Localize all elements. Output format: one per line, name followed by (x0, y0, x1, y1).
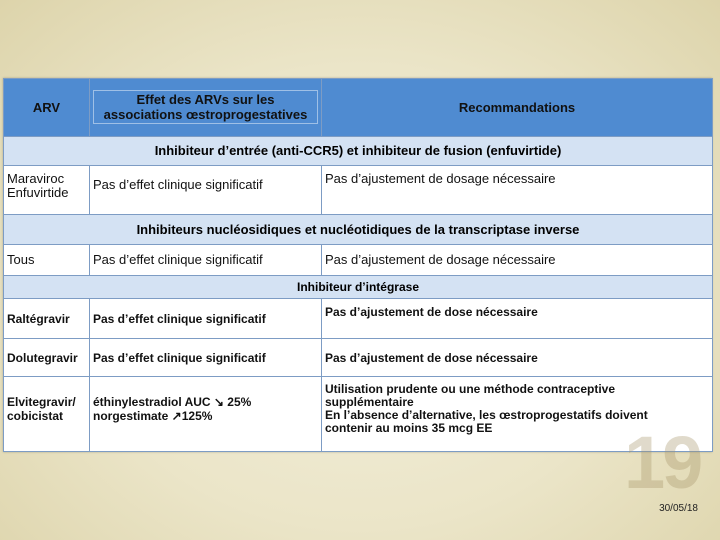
recommendation-text: Pas d’ajustement de dosage nécessaire (325, 251, 556, 267)
arv-name: Tous (7, 251, 35, 267)
section-title-integrase: Inhibiteur d’intégrase (4, 275, 713, 298)
recommendation-text: En l’absence d’alternative, les œstroprogestatifs doivent (325, 407, 648, 422)
slide-number: 19 (624, 421, 701, 504)
effect-text: Pas d’effet clinique significatif (93, 350, 266, 365)
arv-cell (4, 245, 90, 275)
effect-text: Pas d’effet clinique significatif (93, 311, 266, 326)
arv-cell (4, 298, 90, 339)
arv-interaction-table (3, 78, 713, 452)
arv-name: Raltégravir (7, 311, 70, 326)
header-effect-line2: associations œstroprogestatives (103, 107, 308, 123)
table-row (4, 245, 713, 275)
table-row (4, 339, 713, 377)
arv-name: Dolutegravir (7, 350, 78, 365)
arv-cell (4, 339, 90, 377)
recommendation-cell (322, 166, 713, 215)
recommendation-text: Utilisation prudente ou une méthode contraceptive (325, 381, 616, 396)
recommendation-cell (322, 339, 713, 377)
effect-text: norgestimate ↗125% (93, 408, 213, 423)
recommendation-text: supplémentaire (325, 394, 414, 409)
table-header-row (4, 79, 713, 137)
recommendation-text: Pas d’ajustement de dose nécessaire (325, 304, 538, 319)
effect-text: Pas d’effet clinique significatif (93, 177, 263, 193)
effect-cell (90, 298, 322, 339)
section-header-row (4, 136, 713, 165)
section-title-entry-fusion: Inhibiteur d’entrée (anti-CCR5) et inhibiteur de fusion (enfuvirtide) (4, 136, 713, 165)
effect-cell (90, 245, 322, 275)
header-effect-line1: Effet des ARVs sur les (136, 92, 275, 108)
recommendation-text: Pas d’ajustement de dose nécessaire (325, 350, 538, 365)
arv-name: cobicistat (7, 408, 64, 423)
effect-cell (90, 376, 322, 451)
effect-cell (90, 339, 322, 377)
table-row (4, 298, 713, 339)
arv-cell (4, 376, 90, 451)
effect-text: éthinylestradiol AUC ↘ 25% (93, 394, 252, 409)
recommendation-cell (322, 298, 713, 339)
section-header-row (4, 275, 713, 298)
slide-date: 30/05/18 (659, 503, 698, 514)
arv-name: Maraviroc (7, 171, 65, 187)
effect-text: Pas d’effet clinique significatif (93, 251, 263, 267)
table-row (4, 166, 713, 215)
header-recommendations: Recommandations (322, 79, 713, 137)
header-arv: ARV (4, 79, 90, 137)
recommendation-text: contenir au moins 35 mcg EE (325, 420, 493, 435)
table-row (4, 376, 713, 451)
arv-cell (4, 166, 90, 215)
arv-name: Enfuvirtide (7, 185, 69, 201)
arv-name: Elvitegravir/ (7, 394, 76, 409)
header-effect (90, 79, 322, 137)
section-header-row (4, 214, 713, 244)
recommendation-cell (322, 245, 713, 275)
section-title-nrti: Inhibiteurs nucléosidiques et nucléotidiques de la transcriptase inverse (4, 214, 713, 244)
arv-interaction-table-container (3, 78, 712, 452)
recommendation-text: Pas d’ajustement de dosage nécessaire (325, 171, 556, 187)
effect-cell (90, 166, 322, 215)
